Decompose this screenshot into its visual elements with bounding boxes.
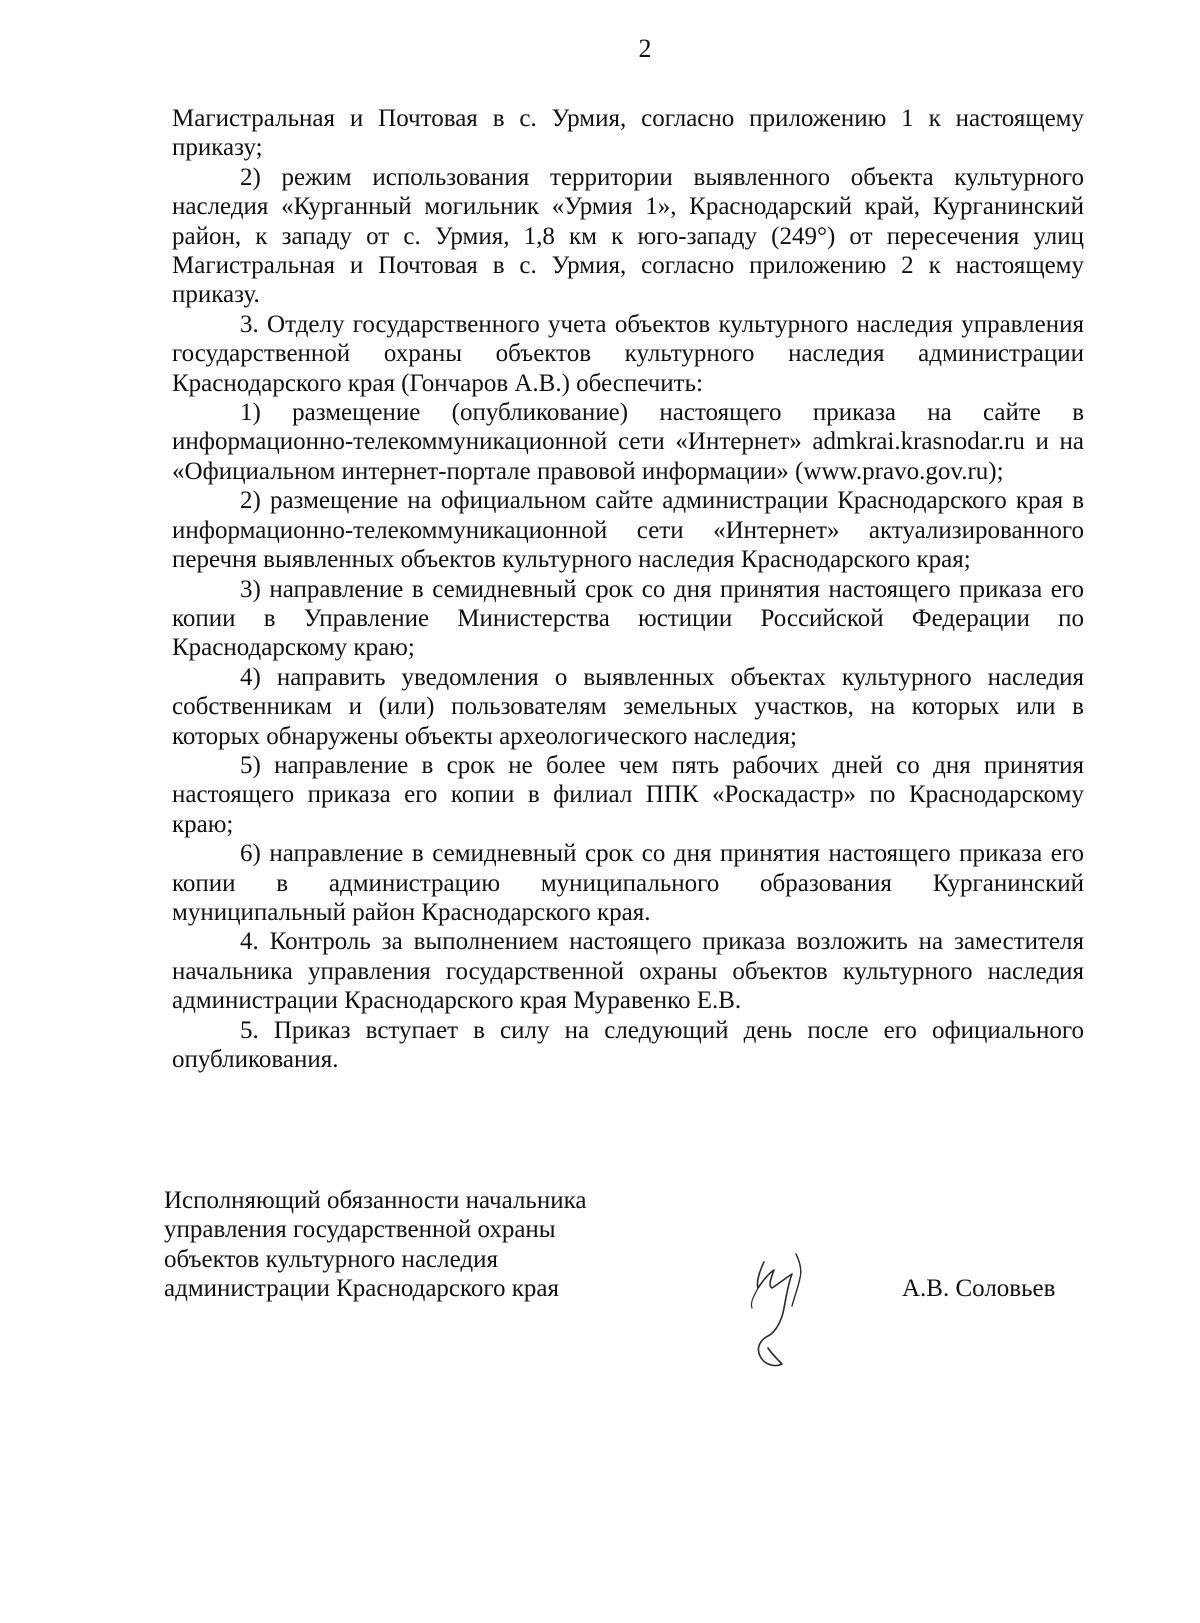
- page-number: 2: [638, 34, 652, 63]
- paragraph-item-5-roskadastr: 5) направление в срок не более чем пять рабочих дней со дня принятия настоящего приказа его копии в филиал ППК «Роскадастр» по Краснодарскому краю;: [172, 751, 1084, 838]
- paragraph-continuation: Магистральная и Почтовая в с. Урмия, согласно приложению 1 к настоящему приказу;: [172, 105, 1084, 162]
- paragraph-item-3-ministry: 3) направление в семидневный срок со дня принятия настоящего приказа его копии в Управление Министерства юстиции Российской Федерации по Краснодарскому краю;: [172, 575, 1084, 662]
- paragraph-item-2-website: 2) размещение на официальном сайте администрации Краснодарского края в информационно-телекоммуникационной сети «Интернет» актуализированного перечня выявленных объектов культурного наследия Краснодарского края;: [172, 487, 1084, 574]
- signatory-title-line: объектов культурного наследия: [164, 1245, 498, 1273]
- paragraph-item-1-publication: 1) размещение (опубликование) настоящего приказа на сайте в информационно-телекоммуникационной сети «Интернет» admkrai.krasnodar.ru и на «Официальном интернет-портале правовой информации» (www.pravo.gov.ru);: [172, 399, 1084, 485]
- signatory-title-line: управления государственной охраны: [164, 1216, 556, 1244]
- signatory-title: [164, 1186, 684, 1304]
- paragraph-5-effect: 5. Приказ вступает в силу на следующий день после его официального опубликования.: [172, 1016, 1084, 1073]
- paragraph-item-2-regime: 2) режим использования территории выявленного объекта культурного наследия «Курганный могильник «Урмия 1», Краснодарский край, Курганинский район, к западу от с. Урмия, 1,8 км к юго-западу (249°) от пересечения улиц Магистральная и Почтовая в с. Урмия, согласно приложению 2 к настоящему приказу.: [172, 163, 1084, 309]
- signer-name: А.В. Соловьев: [902, 1275, 1056, 1302]
- paragraph-item-4-notifications: 4) направить уведомления о выявленных объектах культурного наследия собственникам и (или) пользователям земельных участков, на которых или в которых обнаружены объекты археологического наследия;: [172, 663, 1084, 750]
- paragraph-3-department: 3. Отделу государственного учета объектов культурного наследия управления государственной охраны объектов культурного наследия администрации Краснодарского края (Гончаров А.В.) обеспечить:: [172, 310, 1084, 397]
- paragraph-item-6-municipality: 6) направление в семидневный срок со дня принятия настоящего приказа его копии в администрацию муниципального образования Курганинский муниципальный район Краснодарского края.: [172, 840, 1084, 926]
- handwritten-signature: [738, 1248, 828, 1378]
- signatory-title-line: Исполняющий обязанности начальника: [164, 1187, 587, 1214]
- signatory-title-line: администрации Краснодарского края: [164, 1275, 560, 1303]
- document-body: [172, 104, 1084, 1074]
- paragraph-4-control: 4. Контроль за выполнением настоящего приказа возложить на заместителя начальника управления государственной охраны объектов культурного наследия администрации Краснодарского края Муравенко Е.В.: [172, 928, 1084, 1015]
